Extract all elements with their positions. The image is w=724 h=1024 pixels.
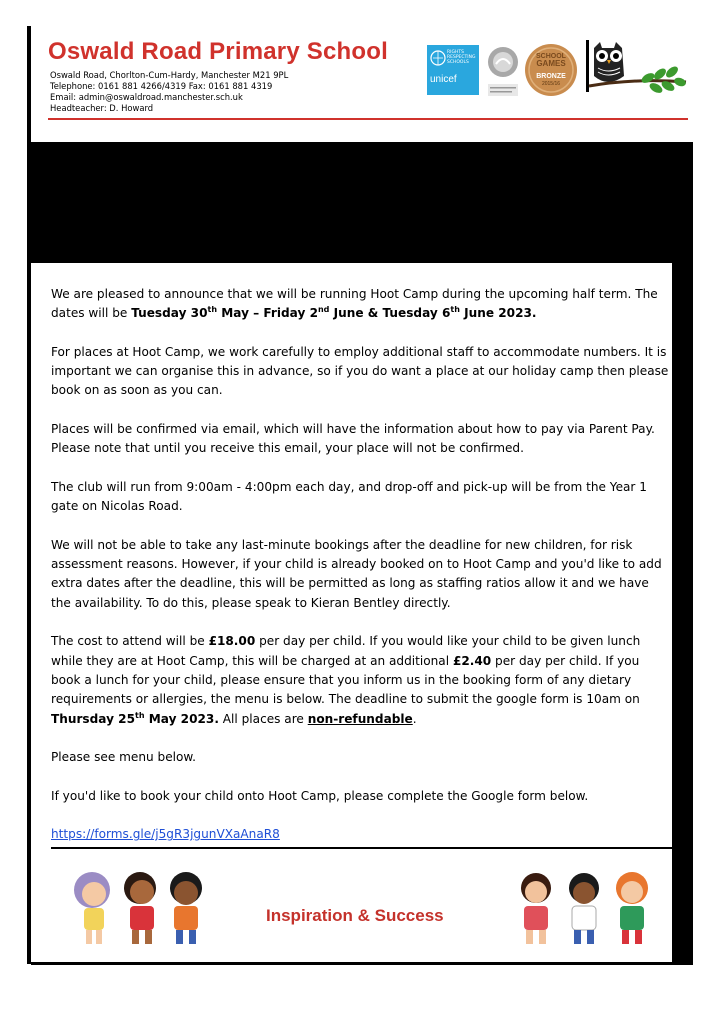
school-email: Email: admin@oswaldroad.manchester.sch.uk [50, 92, 243, 102]
google-form-link[interactable]: https://forms.gle/j5gR3jgunVXaAnaR8 [51, 827, 280, 842]
letter-body [51, 285, 672, 845]
paragraph-google-form: If you'd like to book your child onto Hoot Camp, please complete the Google form below. [51, 788, 589, 803]
owl-on-branch-icon [586, 38, 688, 100]
school-telephone: Telephone: 0161 881 4266/4319 Fax: 0161 881 4319 [50, 81, 273, 91]
paragraph-confirmation: Places will be confirmed via email, which will have the information about how to pay via Parent Pay. Please note that until you receive this email, your place will not be confirmed. [51, 422, 655, 456]
school-games-bronze-logo [524, 43, 578, 97]
paragraph-bookings: We will not be able to take any last-minute bookings after the deadline for new children, for risk assessment reasons. However, if your child is already booked on to Hoot Camp and you'd like to add extra dates after the deadline, this will be permitted as long as staffing ratios allow it and we have the availability. To do this, please speak to Kieran Bentley directly. [51, 537, 662, 610]
paragraph-cost: The cost to attend will be £18.00 per day per child. If you would like your child to be given lunch while they are at Hoot Camp, this will be charged at an additional £2.40 per day per child. If you book a lunch for your child, please ensure that you inform us in the booking form of any dietary requirements or allergies, the menu is below. The deadline to submit the google form is 10am on Thursday 25th May 2023. All places are non-refundable. [51, 634, 641, 726]
children-group-left [64, 866, 224, 950]
paragraph-places: For places at Hoot Camp, we work carefully to employ additional staff to accommodate numbers. It is important we can organise this in advance, so if you do want a place at our holiday camp then please book on as soon as you can. [51, 344, 669, 398]
school-address: Oswald Road, Chorlton-Cum-Hardy, Manchester M21 9PL [50, 70, 289, 80]
school-games-badge-icon [524, 43, 578, 97]
games-level: BRONZE [536, 73, 566, 80]
owl-logo [586, 38, 688, 100]
school-name: Oswald Road Primary School [48, 38, 388, 65]
games-line2: GAMES [536, 59, 566, 68]
non-refundable-note: non-refundable [307, 711, 413, 726]
games-year: 2015/16 [541, 81, 561, 87]
school-slogan: Inspiration & Success [266, 906, 444, 925]
lunch-cost: £2.40 [452, 653, 492, 668]
healthy-schools-icon [486, 46, 520, 98]
rrs-label: RIGHTS RESPECTING SCHOOLS [447, 50, 476, 65]
deadline-date: Thursday 25th May 2023. [51, 710, 219, 726]
games-line1: SCHOOL [536, 53, 566, 60]
paragraph-dates: We are pleased to announce that we will be running Hoot Camp during the upcoming half term. The dates will be Tuesday 30th May – Friday 2nd June & Tuesday 6th June 2023. [51, 287, 658, 321]
header-divider [48, 118, 688, 120]
right-border-bar [672, 263, 693, 964]
bottom-border-bar [31, 962, 693, 965]
paragraph-times: The club will run from 9:00am - 4:00pm each day, and drop-off and pick-up will be from the Year 1 gate on Nicolas Road. [51, 479, 647, 514]
cost-per-day: £18.00 [208, 634, 256, 649]
unicef-rrs-logo [427, 45, 479, 95]
children-group-right [512, 866, 660, 950]
healthy-schools-logo [486, 46, 520, 98]
cartoon-children-right-icon [512, 866, 660, 950]
paragraph-menu: Please see menu below. [51, 750, 197, 765]
footer-divider [51, 847, 672, 849]
cartoon-children-left-icon [64, 866, 224, 950]
headteacher: Headteacher: D. Howard [50, 103, 154, 113]
black-banner-block [31, 142, 693, 263]
unicef-label: unicef [430, 74, 457, 85]
